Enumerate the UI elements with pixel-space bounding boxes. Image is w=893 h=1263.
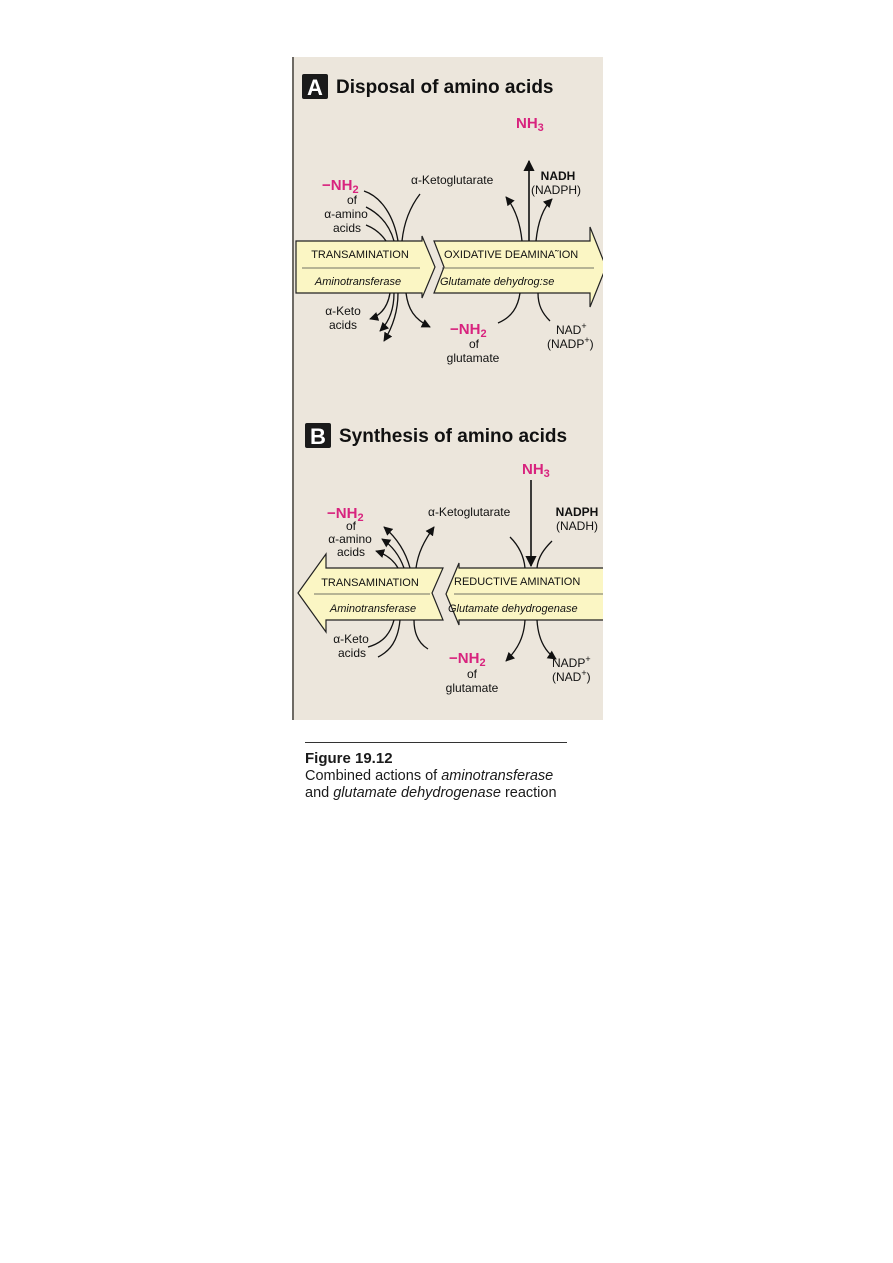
panel-b-badge: B xyxy=(310,424,326,449)
panel-a-nadh: NADH xyxy=(540,169,576,183)
panel-a-amino-alpha: α-amino xyxy=(324,207,368,221)
figure-caption xyxy=(305,742,605,802)
panel-b-amino-acids: acids xyxy=(336,545,366,559)
caption-enzyme-glutamate-dehydrogenase: glutamate dehydrogenase xyxy=(333,785,501,801)
panel-b-nh3: $NH_3$ xyxy=(522,461,550,480)
panel-b-glutamate-name: glutamate xyxy=(445,681,499,695)
panel-b-nadh: (NADH) xyxy=(556,519,598,533)
panel-a-keto-line1: α-Keto xyxy=(325,304,361,318)
panel-a-transamination-label: TRANSAMINATION xyxy=(311,249,409,261)
panel-a-glutamate-nh2: $-NH_2$ xyxy=(450,321,487,340)
panel-a-deamination-arrow xyxy=(434,227,603,307)
amino-acid-diagram xyxy=(294,57,603,720)
caption-rule xyxy=(305,742,567,743)
caption-line-2-suffix: reaction xyxy=(500,785,557,801)
panel-b-glutamate-nh2: $-NH_2$ xyxy=(449,650,486,669)
panel-a-nad: NAD+ xyxy=(556,321,587,337)
panel-a-amino-acids: acids xyxy=(332,221,362,235)
panel-a-glutamate-dehydrogenase: Glutamate dehydrog:se xyxy=(440,276,555,288)
panel-b-nadp: NADP+ xyxy=(552,654,591,670)
panel-a xyxy=(296,74,603,365)
panel-b-glutamate-dehydrogenase: Glutamate dehydrogenase xyxy=(448,603,578,615)
panel-a-title: Disposal of amino acids xyxy=(336,77,554,98)
panel-b-nad: (NAD+) xyxy=(552,668,591,684)
panel-a-nh3: $NH_3$ xyxy=(516,115,544,134)
panel-b-amino-of: of xyxy=(345,519,357,533)
caption-line-1-text: Combined actions of xyxy=(305,768,442,784)
caption-enzyme-aminotransferase: aminotransferase xyxy=(441,768,554,784)
panel-b-aminotransferase: Aminotransferase xyxy=(329,603,417,615)
panel-b-transamination-arrow xyxy=(298,554,443,632)
panel-a-deamination-label: OXIDATIVE DEAMINA˜ION xyxy=(444,249,579,261)
panel-b-keto-line2: acids xyxy=(337,646,367,660)
panel-a-ketoglutarate: α-Ketoglutarate xyxy=(411,173,494,187)
panel-b-title: Synthesis of amino acids xyxy=(339,426,568,447)
panel-b-transamination-label: TRANSAMINATION xyxy=(321,577,419,589)
panel-b-amino-group: $-NH_2$ xyxy=(327,505,364,524)
caption-line-2 xyxy=(305,785,605,802)
figure-number: Figure 19.12 xyxy=(305,750,393,767)
panel-b-nadph: NADPH xyxy=(555,505,599,519)
caption-line-2-text: and xyxy=(305,785,334,801)
panel-a-transamination-arrow xyxy=(296,236,435,298)
panel-a-amino-of: of xyxy=(346,193,358,207)
panel-a-glutamate-of: of xyxy=(468,337,480,351)
figure-panel xyxy=(292,57,603,720)
panel-a-glutamate-name: glutamate xyxy=(446,351,500,365)
panel-a-amino-group: $-NH_2$ xyxy=(322,177,359,196)
panel-b-keto-line1: α-Keto xyxy=(333,632,369,646)
panel-b-glutamate-of: of xyxy=(466,667,478,681)
panel-b-amino-alpha: α-amino xyxy=(328,532,372,546)
panel-a-nadph: (NADPH) xyxy=(531,183,581,197)
caption-line-1 xyxy=(305,768,605,785)
panel-b-amination-label: REDUCTIVE AMINATION xyxy=(454,576,581,588)
panel-a-keto-line2: acids xyxy=(328,318,358,332)
panel-a-badge: A xyxy=(307,75,323,100)
panel-a-nadp: (NADP+) xyxy=(547,335,594,351)
panel-a-aminotransferase: Aminotransferase xyxy=(314,276,402,288)
panel-b xyxy=(298,423,603,695)
panel-b-ketoglutarate: α-Ketoglutarate xyxy=(428,505,511,519)
